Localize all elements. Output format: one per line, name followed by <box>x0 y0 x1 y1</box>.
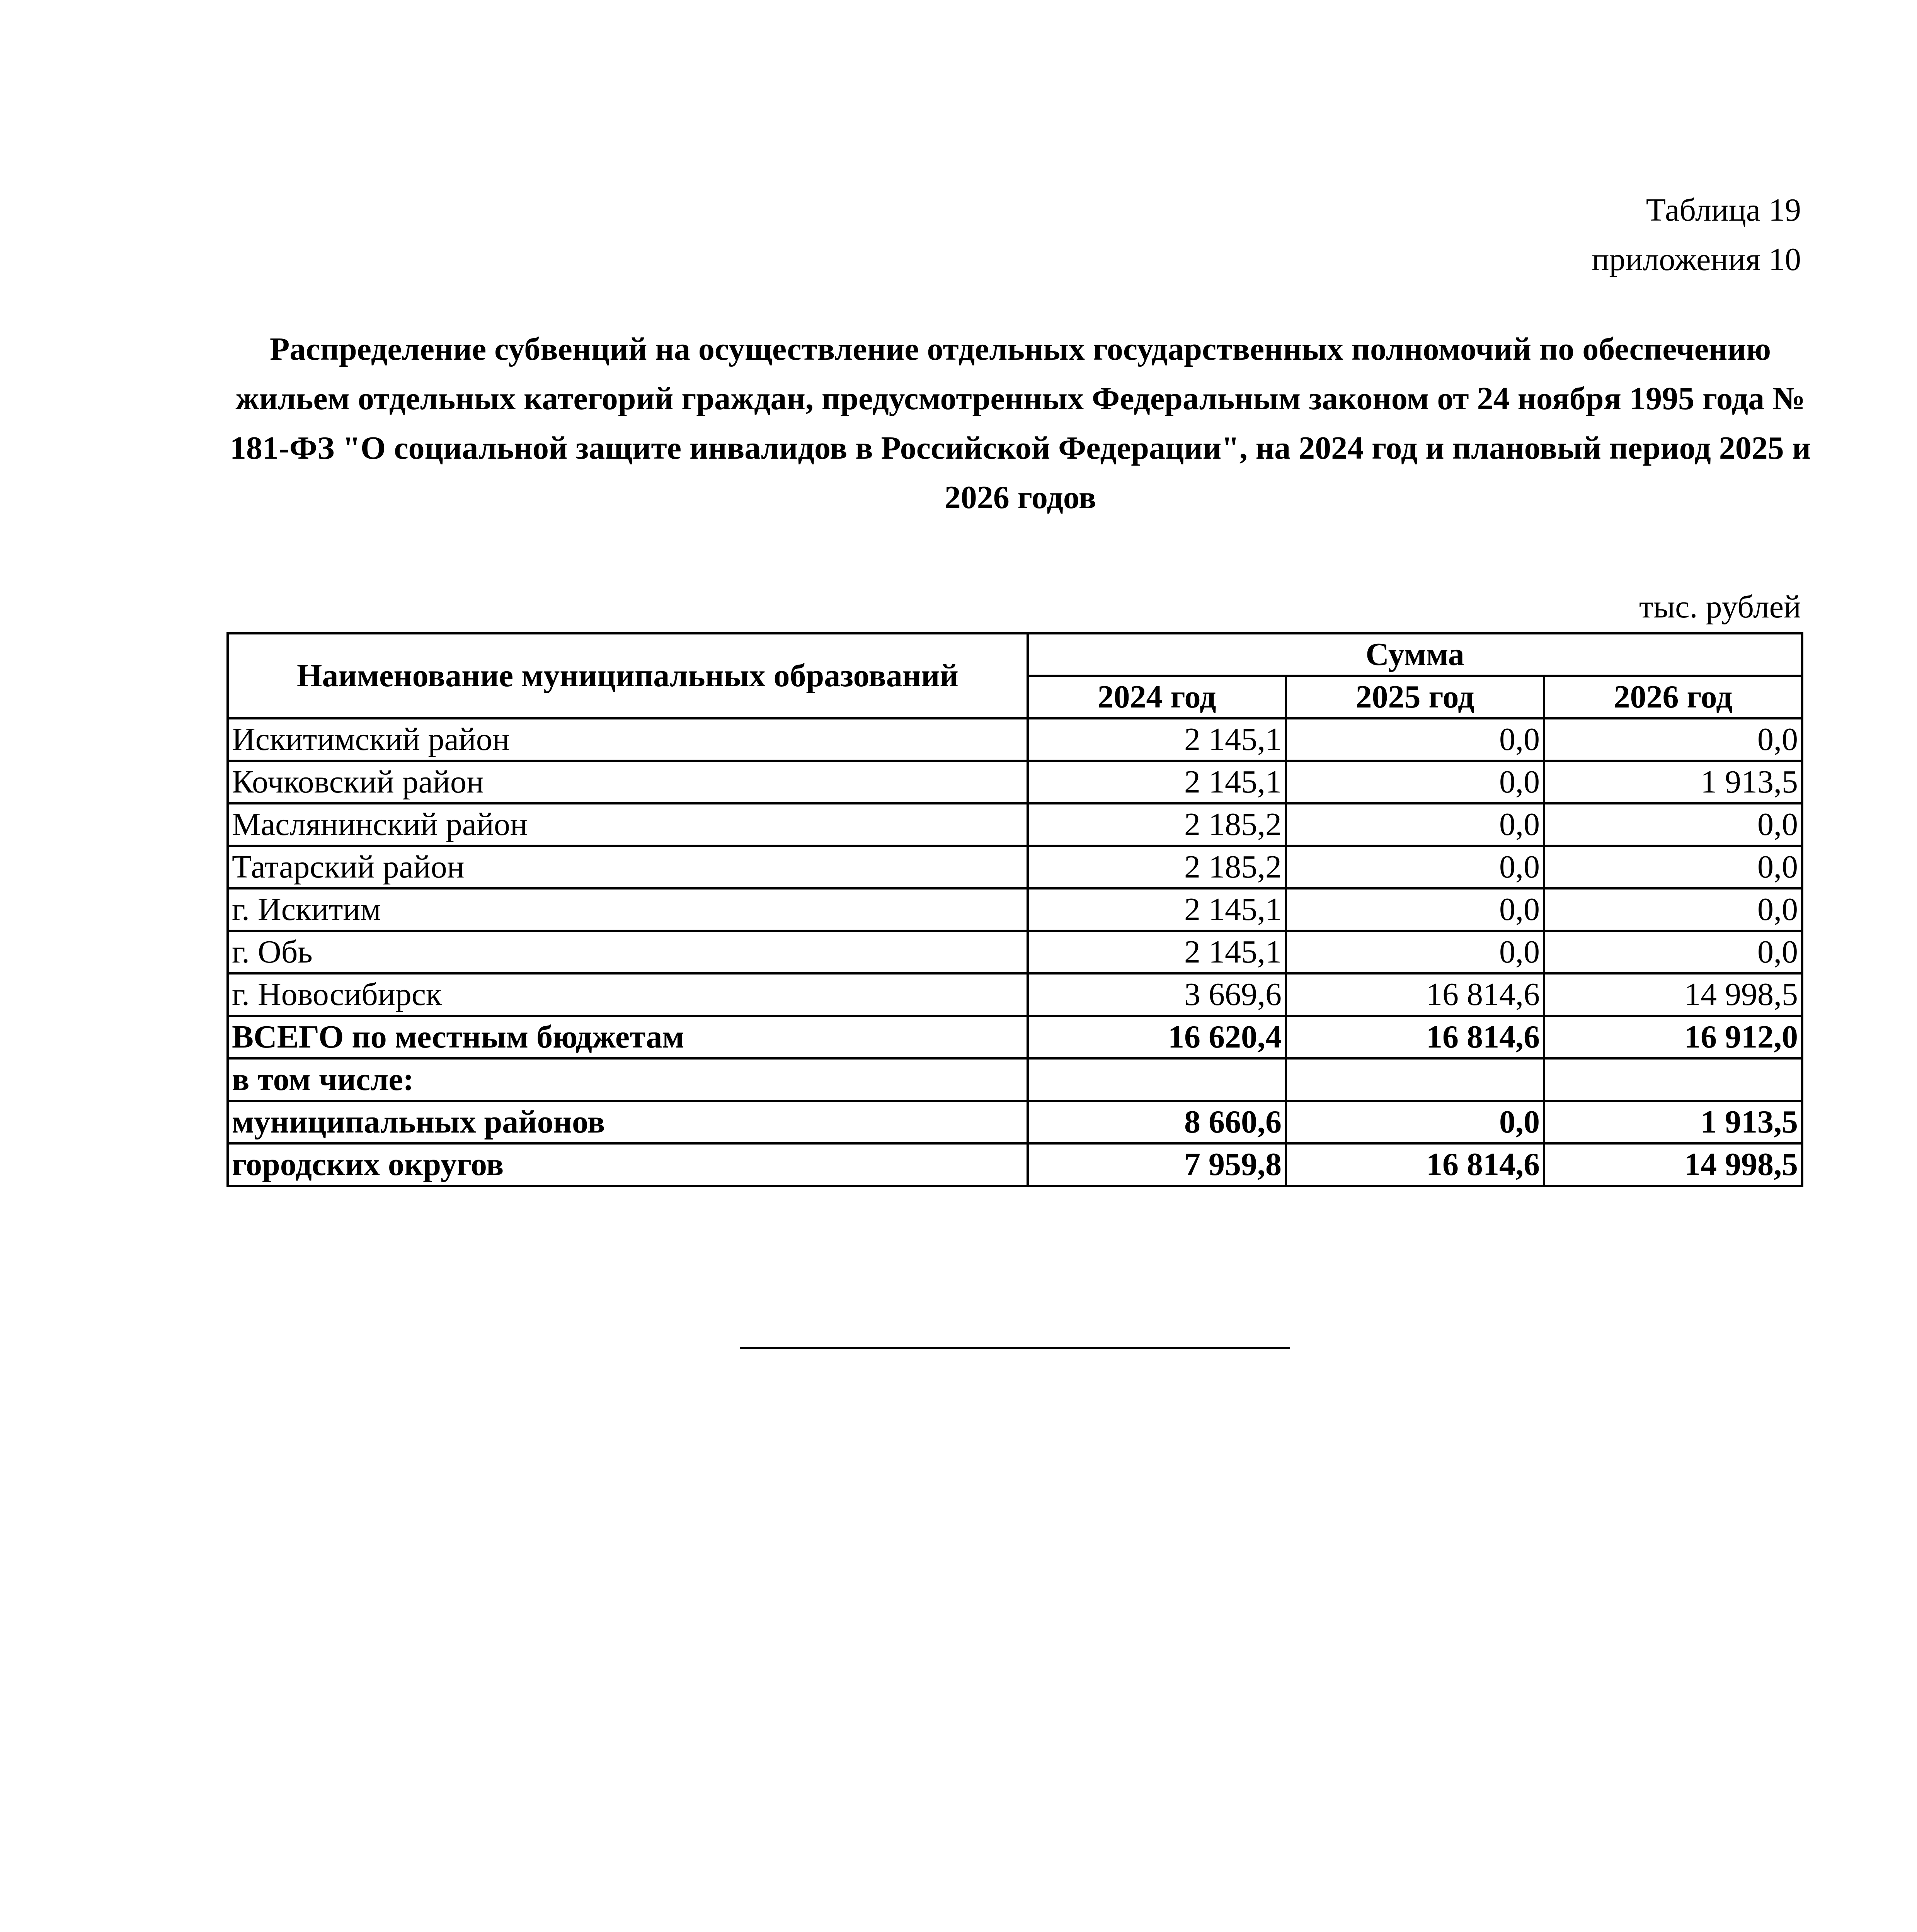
row-name: Кочковский район <box>228 761 1028 803</box>
subtotal-2026: 14 998,5 <box>1544 1143 1802 1186</box>
value-2026: 0,0 <box>1544 803 1802 846</box>
column-header-2026: 2026 год <box>1544 676 1802 718</box>
column-header-2024: 2024 год <box>1028 676 1286 718</box>
value-2026: 0,0 <box>1544 846 1802 888</box>
subtotal-2026: 1 913,5 <box>1544 1101 1802 1143</box>
value-2024: 2 145,1 <box>1028 718 1286 761</box>
table-row <box>228 803 1802 846</box>
value-2025: 0,0 <box>1286 718 1544 761</box>
value-2025: 0,0 <box>1286 888 1544 931</box>
subtotal-2025: 16 814,6 <box>1286 1143 1544 1186</box>
column-header-sum: Сумма <box>1028 633 1802 676</box>
total-2026: 16 912,0 <box>1544 1016 1802 1058</box>
subtotal-row <box>228 1101 1802 1143</box>
empty-cell <box>1286 1058 1544 1101</box>
document-title: Распределение субвенций на осуществление отдельных государственных полномочий по обеспечению жильем отдельных категорий граждан, предусмотренных Федеральным законом от 24 ноября 1995 года № 181-ФЗ "О социальной защите инвалидов в Российской Федерации", на 2024 год и плановый период 2025 и 2026 годов <box>230 331 1811 515</box>
value-2026: 0,0 <box>1544 888 1802 931</box>
empty-cell <box>1028 1058 1286 1101</box>
table-row <box>228 888 1802 931</box>
value-2026: 0,0 <box>1544 931 1802 973</box>
total-label: ВСЕГО по местным бюджетам <box>228 1016 1028 1058</box>
row-name: г. Новосибирск <box>228 973 1028 1016</box>
subtotal-label: городских округов <box>228 1143 1028 1186</box>
value-2024: 3 669,6 <box>1028 973 1286 1016</box>
total-2024: 16 620,4 <box>1028 1016 1286 1058</box>
table-row <box>228 846 1802 888</box>
value-2024: 2 185,2 <box>1028 803 1286 846</box>
including-label: в том числе: <box>228 1058 1028 1101</box>
units-label: тыс. рублей <box>1639 589 1801 625</box>
value-2024: 2 145,1 <box>1028 888 1286 931</box>
table-header-row <box>228 633 1802 676</box>
row-name: г. Обь <box>228 931 1028 973</box>
table-reference <box>1105 185 1801 284</box>
value-2025: 0,0 <box>1286 931 1544 973</box>
end-divider-line <box>740 1347 1290 1349</box>
table-row <box>228 718 1802 761</box>
empty-cell <box>1544 1058 1802 1101</box>
row-name: г. Искитим <box>228 888 1028 931</box>
value-2025: 0,0 <box>1286 761 1544 803</box>
table-row <box>228 931 1802 973</box>
row-name: Искитимский район <box>228 718 1028 761</box>
appendix-number: приложения 10 <box>1592 242 1801 277</box>
subtotal-row <box>228 1143 1802 1186</box>
value-2024: 2 145,1 <box>1028 761 1286 803</box>
total-row <box>228 1016 1802 1058</box>
table-row <box>228 761 1802 803</box>
value-2024: 2 185,2 <box>1028 846 1286 888</box>
value-2026: 1 913,5 <box>1544 761 1802 803</box>
subvention-table <box>226 632 1803 1187</box>
value-2026: 14 998,5 <box>1544 973 1802 1016</box>
total-2025: 16 814,6 <box>1286 1016 1544 1058</box>
subtotal-label: муниципальных районов <box>228 1101 1028 1143</box>
value-2025: 16 814,6 <box>1286 973 1544 1016</box>
table-number: Таблица 19 <box>1646 192 1801 228</box>
including-row <box>228 1058 1802 1101</box>
row-name: Татарский район <box>228 846 1028 888</box>
table-row <box>228 973 1802 1016</box>
column-header-2025: 2025 год <box>1286 676 1544 718</box>
value-2024: 2 145,1 <box>1028 931 1286 973</box>
subtotal-2024: 8 660,6 <box>1028 1101 1286 1143</box>
subtotal-2024: 7 959,8 <box>1028 1143 1286 1186</box>
value-2025: 0,0 <box>1286 803 1544 846</box>
column-header-name: Наименование муниципальных образований <box>228 633 1028 718</box>
subtotal-2025: 0,0 <box>1286 1101 1544 1143</box>
value-2026: 0,0 <box>1544 718 1802 761</box>
row-name: Маслянинский район <box>228 803 1028 846</box>
value-2025: 0,0 <box>1286 846 1544 888</box>
